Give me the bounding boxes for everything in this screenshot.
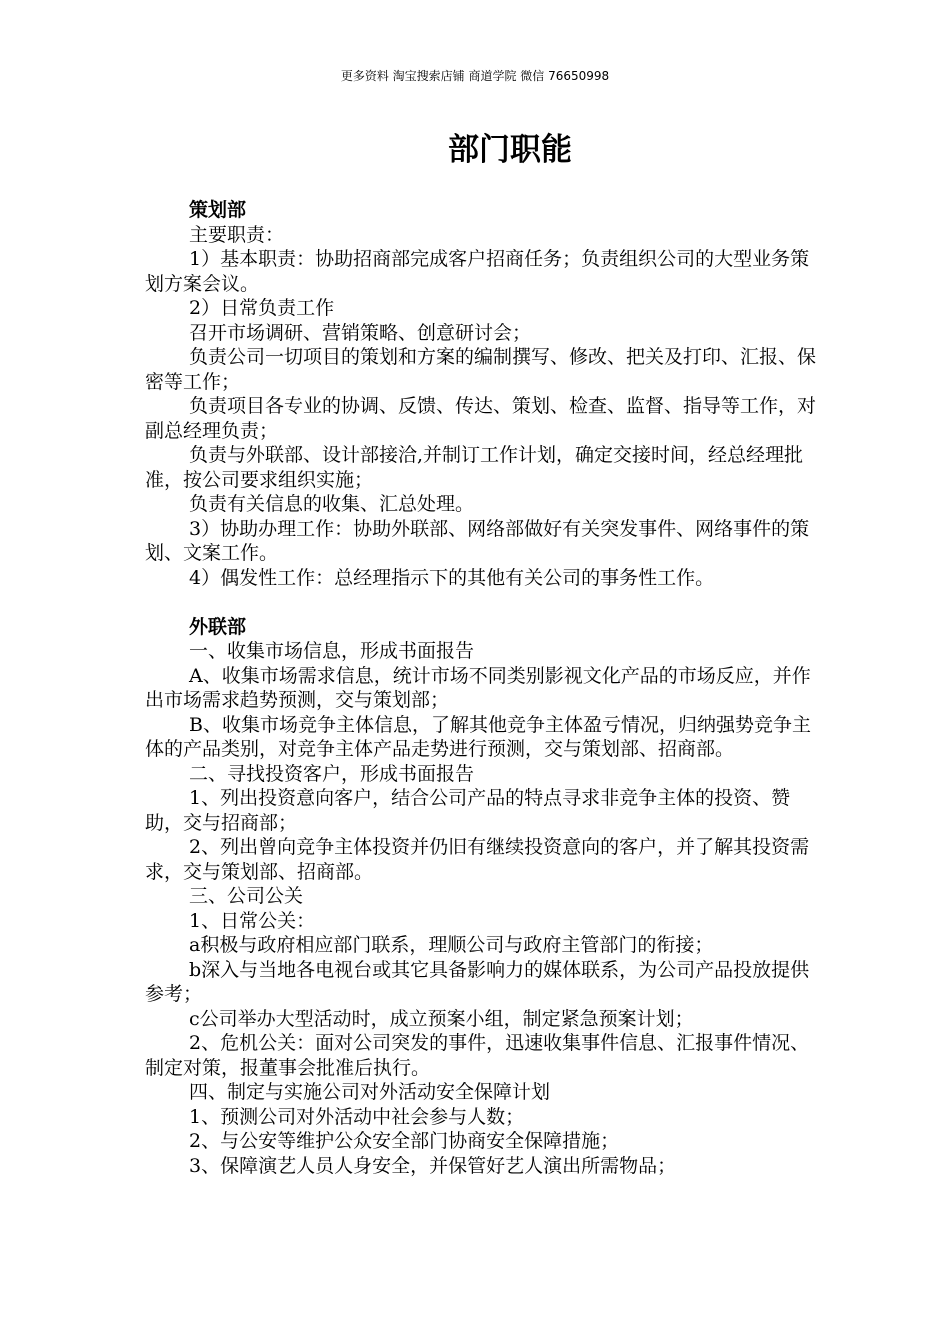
paragraph: 1、列出投资意向客户，结合公司产品的特点寻求非竞争主体的投资、赞助，交与招商部； [145, 787, 791, 834]
paragraph: 召开市场调研、营销策略、创意研讨会； [189, 321, 532, 344]
paragraph: 负责与外联部、设计部接洽,并制订工作计划，确定交接时间，经总经理批准，按公司要求组织实施； [145, 444, 804, 491]
paragraph: 一、收集市场信息，形成书面报告 [189, 640, 475, 662]
section-planning [145, 198, 825, 590]
section-heading: 策划部 [189, 199, 247, 221]
paragraph: 1、日常公关： [189, 909, 316, 932]
paragraph: 2、列出曾向竞争主体投资并仍旧有继续投资意向的客户，并了解其投资需求，交与策划部、招商部。 [145, 836, 810, 883]
paragraph: B、收集市场竞争主体信息，了解其他竞争主体盈亏情况，归纳强势竞争主体的产品类别，对竞争主体产品走势进行预测，交与策划部、招商部。 [145, 713, 811, 760]
paragraph: a积极与政府相应部门联系，理顺公司与政府主管部门的衔接； [189, 934, 714, 956]
paragraph: 主要职责： [189, 223, 285, 246]
section-external-relations [145, 615, 825, 1179]
paragraph: 三、公司公关 [189, 885, 304, 907]
document-body [145, 198, 825, 1178]
paragraph: 二、寻找投资客户，形成书面报告 [189, 762, 475, 785]
paragraph: b深入与当地各电视台或其它具备影响力的媒体联系，为公司产品投放提供参考； [145, 958, 810, 1005]
paragraph: c公司举办大型活动时，成立预案小组，制定紧急预案计划； [189, 1007, 694, 1030]
paragraph: 1、预测公司对外活动中社会参与人数； [189, 1105, 525, 1128]
paragraph: 1）基本职责：协助招商部完成客户招商任务；负责组织公司的大型业务策划方案会议。 [145, 248, 810, 295]
paragraph: 2、危机公关：面对公司突发的事件，迅速收集事件信息、汇报事件情况、制定对策，报董事会批准后执行。 [145, 1032, 810, 1079]
paragraph: 3、保障演艺人员人身安全，并保管好艺人演出所需物品； [189, 1154, 677, 1177]
paragraph: 负责项目各专业的协调、反馈、传达、策划、检查、监督、指导等工作，对副总经理负责； [145, 395, 817, 442]
header-note: 更多资料 淘宝搜索店铺 商道学院 微信 76650998 [340, 69, 610, 83]
paragraph: 4）偶发性工作：总经理指示下的其他有关公司的事务性工作。 [189, 566, 715, 589]
paragraph: 负责公司一切项目的策划和方案的编制撰写、修改、把关及打印、汇报、保密等工作； [145, 346, 817, 393]
section-heading: 外联部 [189, 615, 247, 638]
page-title: 部门职能 [448, 132, 572, 168]
paragraph: 负责有关信息的收集、汇总处理。 [189, 493, 475, 515]
section-spacer [145, 590, 825, 615]
paragraph: 2、与公安等维护公众安全部门协商安全保障措施； [189, 1130, 620, 1152]
paragraph: A、收集市场需求信息，统计市场不同类别影视文化产品的市场反应，并作出市场需求趋势预测，交与策划部； [145, 664, 811, 711]
paragraph: 2）日常负责工作 [189, 297, 335, 319]
paragraph: 四、制定与实施公司对外活动安全保障计划 [189, 1081, 551, 1103]
paragraph: 3）协助办理工作：协助外联部、网络部做好有关突发事件、网络事件的策划、文案工作。 [145, 517, 810, 564]
